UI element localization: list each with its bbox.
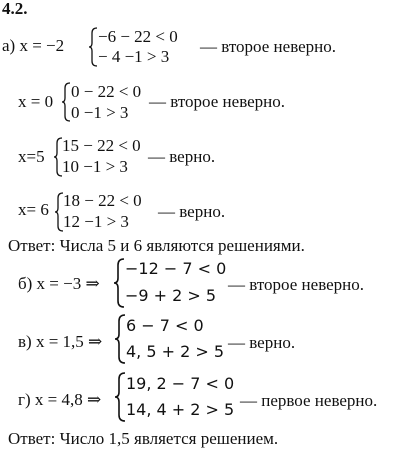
system-verdict: — второе неверно. <box>200 37 337 56</box>
system-line-2: 0 −1 > 3 <box>71 103 129 122</box>
system-line-1: 6 − 7 < 0 <box>126 316 204 335</box>
system-verdict: — верно. <box>148 147 216 166</box>
system-verdict: — первое неверно. <box>240 391 378 410</box>
system-prefix: г) x = 4,8 ⇒ <box>18 390 102 409</box>
system-line-1: 19, 2 − 7 < 0 <box>126 374 235 393</box>
system-line-1: 18 − 22 < 0 <box>63 191 142 210</box>
system-line-1: −6 − 22 < 0 <box>98 27 178 46</box>
system-verdict: — верно. <box>158 202 226 221</box>
problem-number: 4.2. <box>2 0 28 18</box>
system-prefix: x=5 <box>18 147 45 166</box>
left-brace-icon <box>114 314 126 364</box>
answer-line-1: Ответ: Числа 5 и 6 являются решениями. <box>8 236 305 255</box>
system-line-2: −9 + 2 > 5 <box>125 286 217 305</box>
system-prefix: x= 6 <box>18 200 49 219</box>
system-verdict: — верно. <box>228 333 296 352</box>
system-prefix: б) x = −3 ⇒ <box>18 274 100 293</box>
system-line-1: 15 − 22 < 0 <box>62 136 141 155</box>
left-brace-icon <box>113 258 125 308</box>
answer-line-2: Ответ: Число 1,5 является решением. <box>8 429 279 448</box>
left-brace-icon <box>61 82 71 122</box>
left-brace-icon <box>114 372 126 422</box>
system-verdict: — второе неверно. <box>228 275 365 294</box>
system-line-2: 14, 4 + 2 > 5 <box>126 400 235 419</box>
system-line-1: 0 − 22 < 0 <box>71 82 142 101</box>
system-line-2: 12 −1 > 3 <box>63 212 129 231</box>
system-verdict: — второе неверно. <box>149 92 286 111</box>
system-line-2: 10 −1 > 3 <box>62 157 128 176</box>
system-prefix: в) x = 1,5 ⇒ <box>18 332 103 351</box>
system-prefix: x = 0 <box>18 92 54 111</box>
left-brace-icon <box>88 27 98 67</box>
system-line-2: − 4 −1 > 3 <box>98 47 170 66</box>
system-line-2: 4, 5 + 2 > 5 <box>126 342 225 361</box>
system-line-1: −12 − 7 < 0 <box>125 259 227 278</box>
system-prefix: а) x = −2 <box>2 36 65 55</box>
